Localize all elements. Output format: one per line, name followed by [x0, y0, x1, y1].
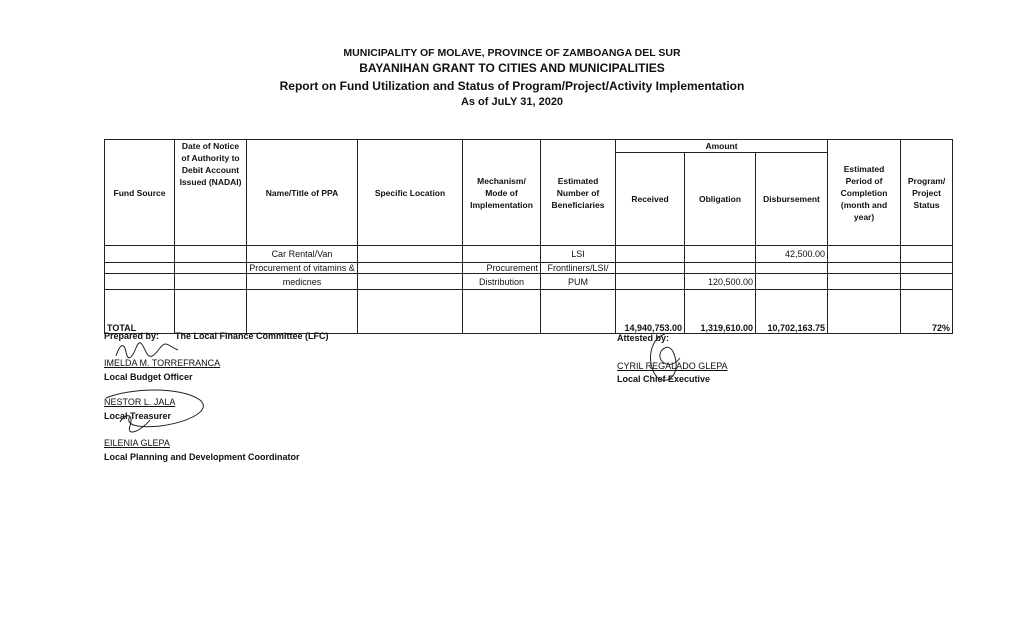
col-mechanism: Mechanism/ Mode of Implementation: [463, 140, 541, 246]
col-disbursement: Disbursement: [756, 153, 828, 246]
total-received: 14,940,753.00: [616, 290, 685, 334]
total-obligation: 1,319,610.00: [685, 290, 756, 334]
col-status: Program/ Project Status: [901, 140, 953, 246]
col-period: Estimated Period of Completion (month and year): [828, 140, 901, 246]
col-received: Received: [616, 153, 685, 246]
ppa-cell: Procurement of vitamins &: [247, 263, 358, 274]
col-beneficiaries: Estimated Number of Beneficiaries: [541, 140, 616, 246]
mechanism-cell: Procurement: [463, 263, 541, 274]
disbursement-cell: [756, 263, 828, 274]
table-row: [105, 263, 953, 274]
treasurer-name: NESTOR L. JALA: [104, 397, 176, 407]
table-row: [105, 274, 953, 290]
attested-by-label: Attested by:: [617, 333, 670, 343]
prepared-by-label: Prepared by:: [104, 331, 160, 341]
report-subtitle: Report on Fund Utilization and Status of Program/Project/Activity Implementation: [279, 79, 745, 93]
col-location: Specific Location: [358, 140, 463, 246]
col-amount: Amount: [616, 140, 828, 153]
prepared-by-value: The Local Finance Committee (LFC): [175, 331, 329, 341]
total-disbursement: 10,702,163.75: [756, 290, 828, 334]
mechanism-cell: [463, 246, 541, 263]
treasurer-title: Local Treasurer: [104, 411, 172, 421]
total-label: TOTAL: [105, 290, 175, 334]
disbursement-cell: 42,500.00: [756, 246, 828, 263]
col-ppa: Name/Title of PPA: [247, 140, 358, 246]
planning-coordinator-title: Local Planning and Development Coordinator: [104, 452, 300, 462]
mechanism-cell: Distribution: [463, 274, 541, 290]
disbursement-cell: [756, 274, 828, 290]
ppa-cell: Car Rental/Van: [247, 246, 358, 263]
col-nadai: Date of Notice of Authority to Debit Account Issued (NADAI): [175, 140, 247, 246]
planning-coordinator-name: EILENIA GLEPA: [104, 438, 170, 448]
obligation-cell: [685, 246, 756, 263]
executive-name: CYRIL REGALADO GLEPA: [617, 361, 728, 371]
beneficiaries-cell: LSI: [541, 246, 616, 263]
report-municipality: MUNICIPALITY OF MOLAVE, PROVINCE OF ZAMBOANGA DEL SUR: [343, 47, 681, 59]
obligation-cell: 120,500.00: [685, 274, 756, 290]
report-date: As of JuLY 31, 2020: [460, 96, 564, 108]
budget-officer-title: Local Budget Officer: [104, 372, 193, 382]
fund-utilization-table: [104, 139, 953, 334]
obligation-cell: [685, 263, 756, 274]
executive-title: Local Chief Executive: [617, 374, 711, 384]
col-fund-source: Fund Source: [105, 140, 175, 246]
total-status: 72%: [901, 290, 953, 334]
beneficiaries-cell: Frontliners/LSI/: [541, 263, 616, 274]
total-row: [105, 290, 953, 334]
table-row: [105, 246, 953, 263]
beneficiaries-cell: PUM: [541, 274, 616, 290]
ppa-cell: medicnes: [247, 274, 358, 290]
budget-officer-name: IMELDA M. TORREFRANCA: [104, 358, 221, 368]
report-title: BAYANIHAN GRANT TO CITIES AND MUNICIPALITIES: [359, 61, 665, 75]
col-obligation: Obligation: [685, 153, 756, 246]
